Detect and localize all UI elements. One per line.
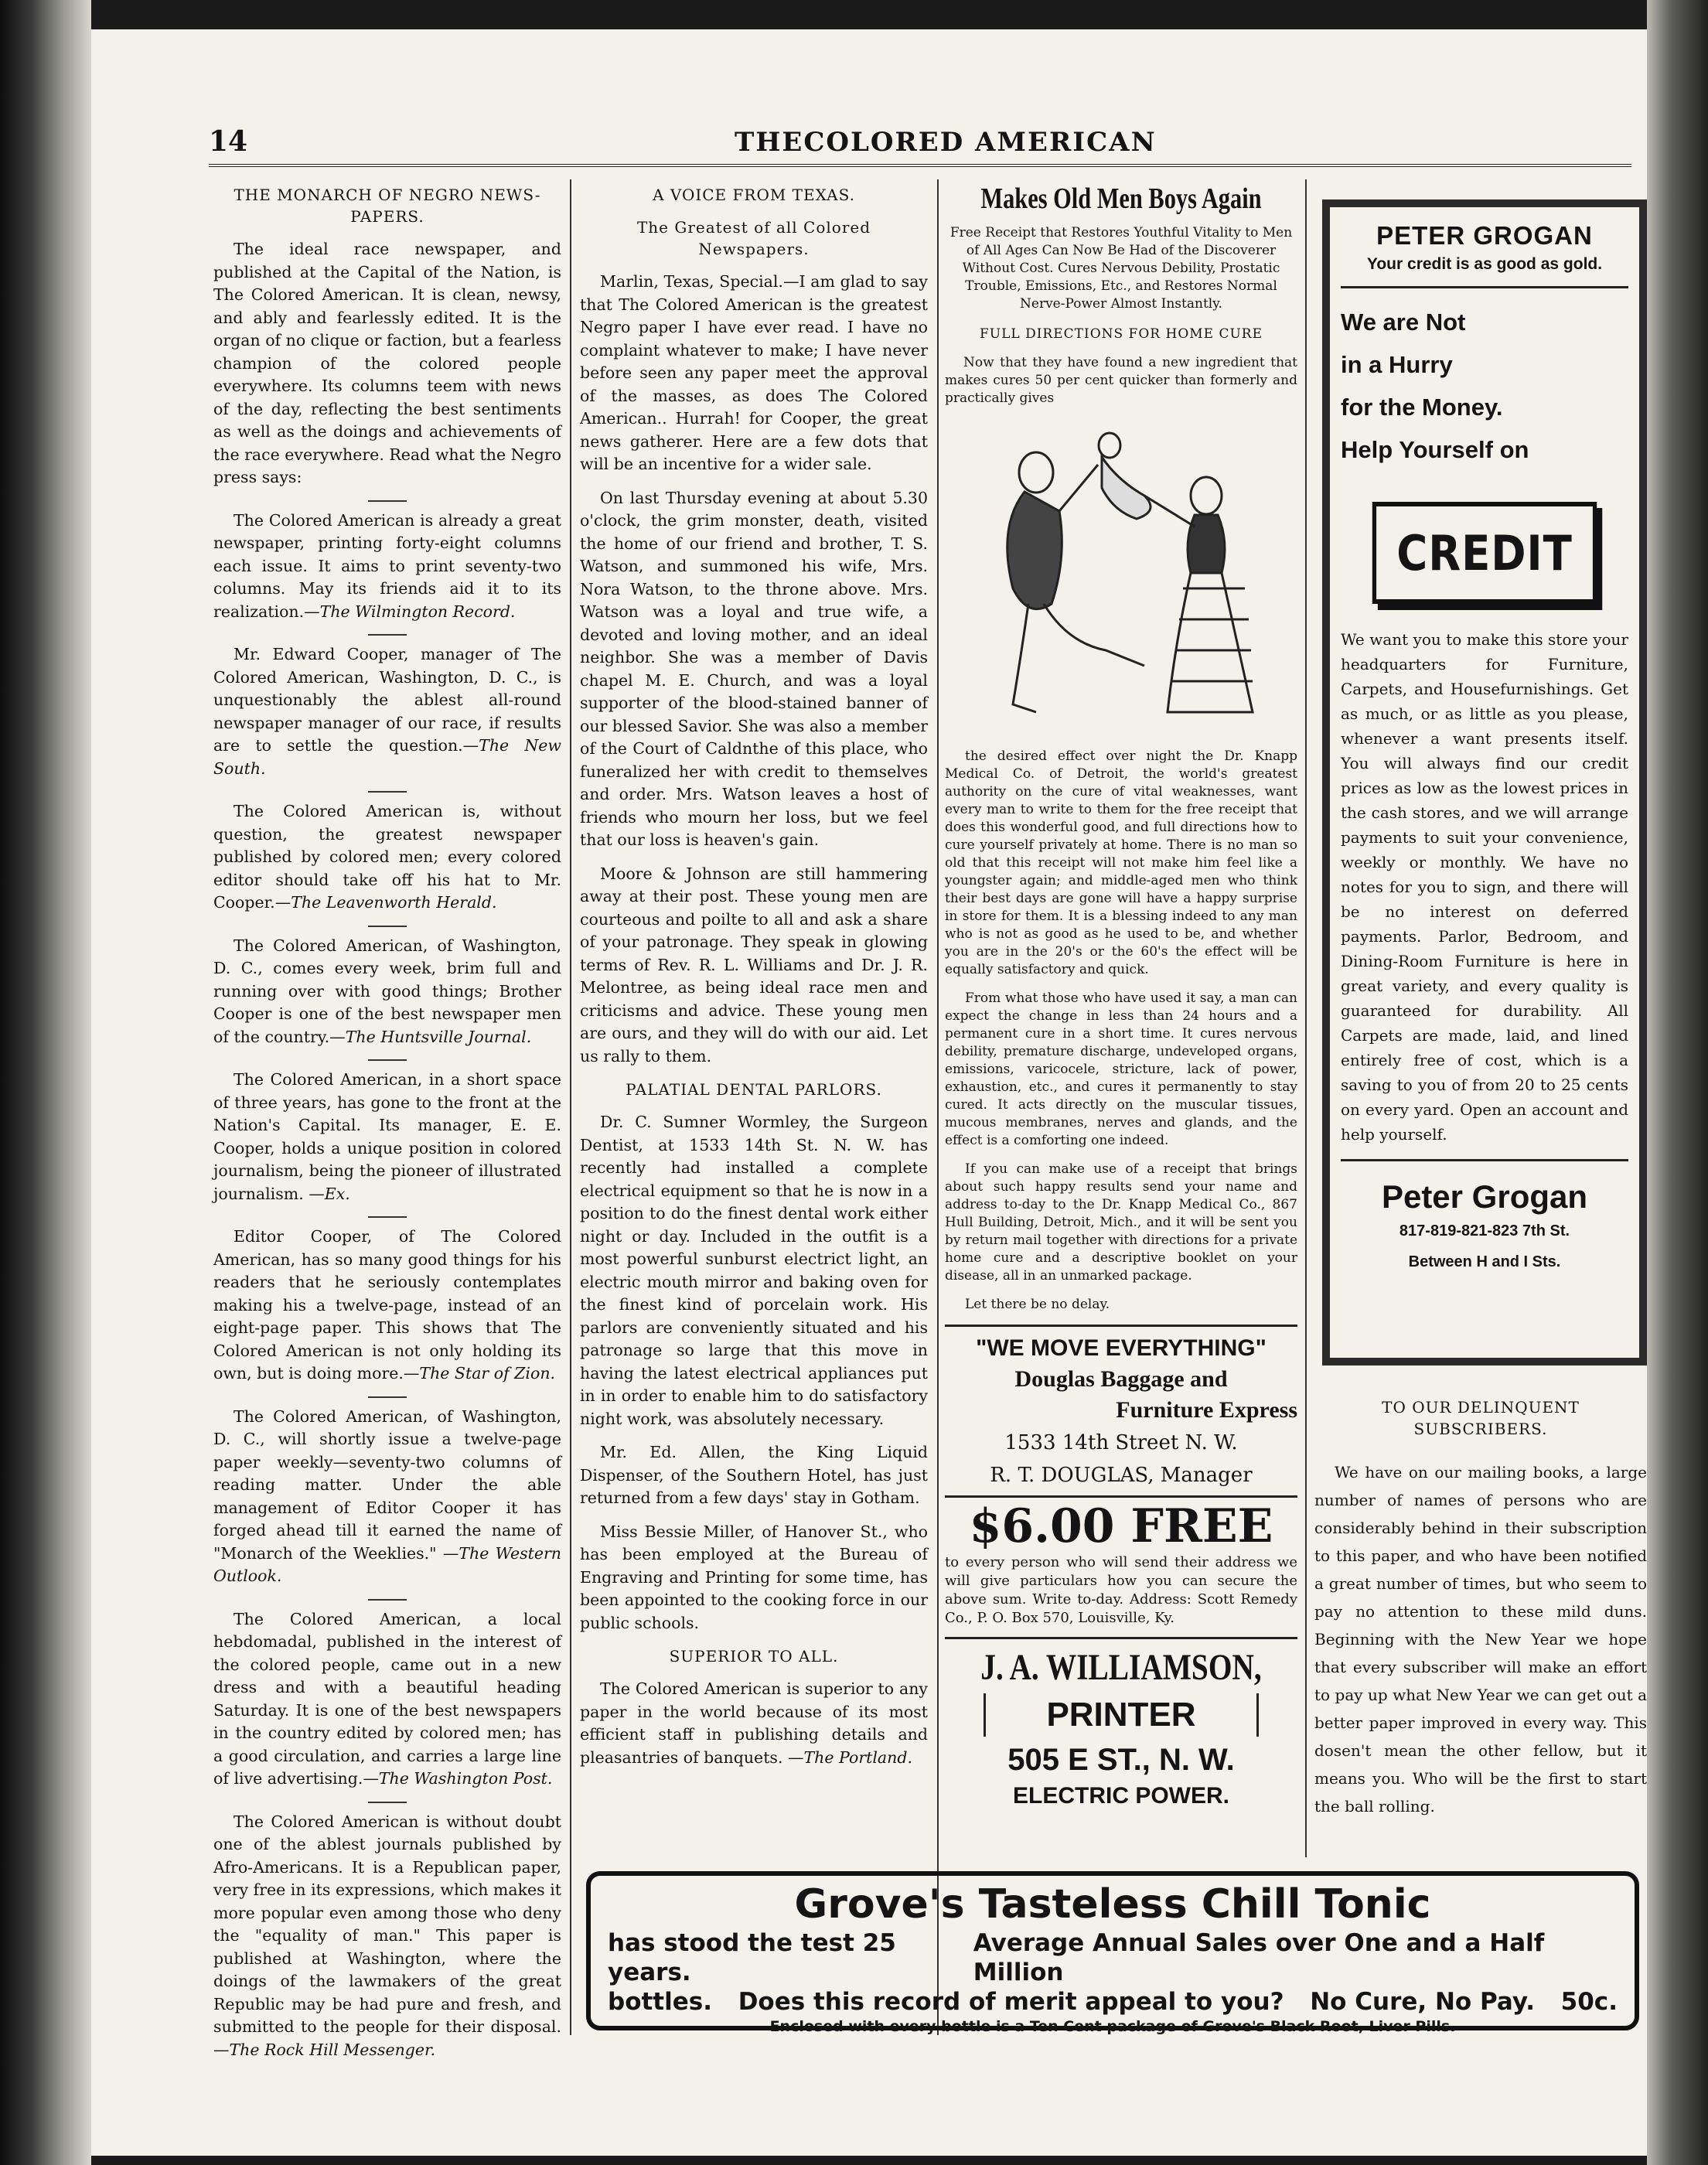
superior-text: The Colored American is superior to any paper in the world because of its most efficient staff in publishing details and pleasantries of banquets. —The Portland. xyxy=(580,1679,928,1767)
column-delinquent xyxy=(1314,1392,1647,1831)
grogan-rule xyxy=(1341,1159,1628,1161)
printer-address: 505 E ST., N. W. xyxy=(1007,1743,1235,1777)
paper-title: THECOLORED AMERICAN xyxy=(735,127,1157,158)
paragraph: If you can make use of a receipt that brings about such happy results send your name and address to-day to the Dr. Knapp Medical Co., 867 Hull Building, Detroit, Mich., and it will be sent you by return mail together with directions for a private home cure and a descriptive booklet on your disease, all in an unmarked package. xyxy=(945,1161,1297,1284)
douglas-manager: R. T. DOUGLAS, Manager xyxy=(990,1464,1253,1487)
grogan-between: Between H and I Sts. xyxy=(1408,1253,1561,1270)
douglas-address: 1533 14th Street N. W. xyxy=(1004,1431,1238,1454)
article-intro: The ideal race newspaper, and published at the Capital of the Nation, is The Colored American. It is clean, newsy, and ably and fearlessly edited. It is the organ of no clique or faction, but a fearless champion of the colored people everywhere. Its columns teem with news of the day, reflecting the best sentiments as well as the doings and achievements of the race everywhere. Read what the Negro press says: xyxy=(213,240,561,486)
article-subheading: The Greatest of all Colored Newspapers. xyxy=(636,218,871,258)
quote-separator xyxy=(368,634,407,636)
ad-directions-heading: FULL DIRECTIONS FOR HOME CURE xyxy=(979,326,1263,342)
press-quote: The Colored American is without doubt one of the ablest journals published by Afro-Americans. It is a Republican paper, very free in its expressions, which makes it more popular even among those who deny the "equality of man." This paper is published at Washington, where the doings of the lawmakers of the great Republic may be had pure and fresh, and submitted to the people for their disposal.—The Rock Hill Messenger. xyxy=(213,1812,561,2059)
ad-body xyxy=(945,748,1297,1314)
dental-heading: PALATIAL DENTAL PARLORS. xyxy=(626,1080,882,1099)
quote-separator xyxy=(368,1599,407,1601)
paragraph: Mr. Ed. Allen, the King Liquid Dispenser, of the Southern Hotel, has just returned from a few days' stay in Gotham. xyxy=(580,1443,928,1507)
grove-title: Grove's Tasteless Chill Tonic xyxy=(794,1881,1431,1928)
quote-separator xyxy=(368,1059,407,1061)
quote-separator xyxy=(368,1216,407,1218)
quote-separator xyxy=(368,500,407,502)
family-illustration-icon xyxy=(951,411,1291,743)
ad-divider xyxy=(945,1637,1297,1639)
column-ads xyxy=(945,179,1297,1812)
free-title: $6.00 FREE xyxy=(969,1499,1273,1553)
paragraph: From what those who have used it say, a man can expect the change in less than 24 hours and a permanent cure in a short time. It cures nervous debility, premature discharge, undeveloped organs, emissions, varicocele, stricture, lack of power, exhaustion, etc., and cures it permanently to stay cured. It acts directly on the muscular tissues, mucous membranes, nerves and glands, and the effect is a comforting one indeed. xyxy=(945,990,1297,1148)
douglas-name-2: Furniture Express xyxy=(1116,1397,1297,1423)
page-number: 14 xyxy=(209,125,248,158)
paragraph: Marlin, Texas, Special.—I am glad to say that The Colored American is the greatest Negro paper I have ever read. I have no complaint whatever to make; I have never before seen any paper meet the approval of the masses, as does The Colored American.. Hurrah! for Cooper, the great news gatherer. Here are a few dots that will be an incentive for a wider sale. xyxy=(580,272,928,473)
column-rule xyxy=(937,179,939,2035)
printer-name: J. A. WILLIAMSON, xyxy=(980,1647,1262,1688)
grove-line-2: has stood the test 25 years. Average Annual Sales over One and a Half Million xyxy=(608,1929,1545,1986)
douglas-slogan: "WE MOVE EVERYTHING" xyxy=(976,1335,1267,1361)
ad-illustration xyxy=(951,411,1291,743)
grogan-ad xyxy=(1322,199,1647,1365)
quote-separator xyxy=(368,1396,407,1398)
column-monarch xyxy=(213,179,561,2072)
page-edge xyxy=(1647,0,1708,2165)
column-rule xyxy=(570,179,571,2035)
column-rule xyxy=(1305,179,1307,1857)
press-quote: Editor Cooper, of The Colored American, has so many good things for his readers that he seriously contemplates making his a twelve-page, instead of an eight-page paper. This shows that The Colored American is not only holding its own, but is doing more.—The Star of Zion. xyxy=(213,1227,561,1383)
grogan-body: We want you to make this store your headquarters for Furniture, Carpets, and Housefurnishings. Get as much, or as little as you please, whenever a want presents itself. You will always find our credit prices as low as the lowest prices in the cash stores, and we will arrange payments to suit your convenience, weekly or monthly. We have no notes for you to sign, and there will be no interest on deferred payments. Parlor, Bedroom, and Dining-Room Furniture is here in great variety, and every quality is guaranteed for durability. All Carpets are made, laid, and lined entirely free of cost, which is a saving to you of from 20 to 25 cents on every yard. Open an account and help yourself. xyxy=(1341,630,1628,1144)
grogan-rule xyxy=(1341,286,1628,288)
delinquent-body: We have on our mailing books, a large number of names of persons who are considerably behind in their subscription to this paper, and who have been notified a great number of times, but who seem to pay no attention to these mild duns. Beginning with the New Year we hope that every subscriber will make an effort to pay up what New Year we can get out a better paper improved in every way. This dosen't mean the other fellow, but it means you. Who will be the first to start the ball rolling. xyxy=(1314,1463,1647,1816)
press-quote: The Colored American, a local hebdomadal, published in the interest of the colored people, came out in a new dress and with a beautiful heading Saturday. It is one of the best newspapers in the country edited by colored men; has a good circulation, and carries a large line of live advertising.—The Washington Post. xyxy=(213,1609,561,1788)
grove-line-3: bottles. Does this record of merit appeal to you? No Cure, No Pay. 50c. xyxy=(608,1988,1618,2016)
grogan-name: PETER GROGAN xyxy=(1376,221,1593,250)
quote-separator xyxy=(368,926,407,927)
grogan-signature: Peter Grogan xyxy=(1381,1178,1588,1215)
texas-paragraphs xyxy=(580,271,928,1068)
paragraph: Let there be no delay. xyxy=(965,1297,1110,1312)
article-heading: THE MONARCH OF NEGRO NEWS-PAPERS. xyxy=(234,186,541,226)
paragraph: Miss Bessie Miller, of Hanover St., who has been employed at the Bureau of Engraving and Printing for some time, has been appointed to the cooking force in our public schools. xyxy=(580,1522,928,1632)
paragraph: Moore & Johnson are still hammering away at their post. These young men are courteous and poilte to all and ask a share of your patronage. They speak in glowing terms of Rev. R. L. Williams and Dr. J. R. Melontree, as being ideal race men and criticisms and advice. These young men are ours, and they will do with our aid. Let us rally to them. xyxy=(580,864,928,1065)
grogan-tagline: Your credit is as good as gold. xyxy=(1366,255,1603,273)
dental-paragraphs xyxy=(580,1111,928,1635)
superior-heading: SUPERIOR TO ALL. xyxy=(669,1647,839,1666)
ad-headline: Makes Old Men Boys Again xyxy=(980,182,1262,215)
printer-title: PRINTER xyxy=(984,1693,1259,1737)
paragraph: the desired effect over night the Dr. Knapp Medical Co. of Detroit, the world's greatest authority on the cure of vital weaknesses, want every man to write to them for the free receipt that does this wonderful good, and full directions how to cure yourself privately at home. There is no man so old that this receipt will not make him feel like a youngster again; and middle-aged men who think their best days are gone will have a happy surprise in store for them. It is a blessing indeed to any man who is not as good as he used to be, and whether you are in the 20's or the 60's the effect will be equally satisfactory and quick. xyxy=(945,748,1297,977)
credit-box: CREDIT xyxy=(1372,502,1597,604)
quote-separator xyxy=(368,1802,407,1803)
grogan-address: 817-819-821-823 7th St. xyxy=(1399,1222,1570,1239)
grove-ad xyxy=(586,1871,1639,2035)
free-text: to every person who will send their address we will give particulars how you can secure the above sum. Write to-day. Address: Scott Remedy Co., P. O. Box 570, Louisville, Ky. xyxy=(945,1554,1297,1626)
grove-footer: Enclosed with every bottle is a Ten Cent package of Grove's Black Root, Liver Pills. xyxy=(769,2018,1456,2035)
delinquent-heading: TO OUR DELINQUENT SUBSCRIBERS. xyxy=(1382,1398,1580,1438)
printer-power: ELECTRIC POWER. xyxy=(1012,1783,1229,1809)
press-quote: The Colored American is, without question, the greatest newspaper published by colored men; every colored editor should take off his hat to Mr. Cooper.—The Leavenworth Herald. xyxy=(213,802,561,912)
paragraph: Dr. C. Sumner Wormley, the Surgeon Dentist, at 1533 14th St. N. W. has recently had installed a complete electrical equipment so that he is now in a position to do the finest dental work either night or day. Included in the outfit is a most powerful sunburst electrict light, an electric mouth mirror and baking oven for the finest kind of porcelain work. His parlors are conveniently situated and his patronage so large that this move in having the latest electrical appliances put in in order to enable him to do satisfactory night work, was absolutely necessary. xyxy=(580,1113,928,1428)
column-texas xyxy=(580,179,928,1780)
ad-divider xyxy=(945,1495,1297,1498)
masthead xyxy=(209,108,1639,158)
quote-separator xyxy=(368,791,407,793)
ad-subhead: Free Receipt that Restores Youthful Vitality to Men of All Ages Can Now Be Had of the Discoverer Without Cost. Cures Nervous Debility, Prostatic Trouble, Emissions, Etc., and Restores Normal Nerve-Power Almost Instantly. xyxy=(949,225,1293,312)
book-binding xyxy=(0,0,91,2165)
masthead-rule xyxy=(209,164,1631,167)
ad-intro: Now that they have found a new ingredient that makes cures 50 per cent quicker than formerly and practically gives xyxy=(945,355,1297,406)
press-quote: The Colored American, in a short space of three years, has gone to the front at the Nation's Capital. Its manager, E. E. Cooper, holds a unique position in colored journalism, being the pioneer of illustrated journalism. —Ex. xyxy=(213,1070,561,1203)
article-heading: A VOICE FROM TEXAS. xyxy=(653,186,855,204)
press-quote: Mr. Edward Cooper, manager of The Colored American, Washington, D. C., is unquestionably the ablest all-round newspaper manager of our race, if results are to settle the question.—The New South. xyxy=(213,645,561,778)
ad-divider xyxy=(945,1325,1297,1327)
paragraph: On last Thursday evening at about 5.30 o'clock, the grim monster, death, visited the home of our friend and brother, T. S. Watson, and summoned his wife, Mrs. Nora Watson, to the throne above. Mrs. Watson was a loyal and true wife, a devoted and loving mother, and an ideal neighbor. She was a member of Davis chapel M. E. Church, and was a loyal supporter of the blood-stained banner of our blessed Savior. She was also a member of the Court of Caldnthe of this place, who funeralized her with credit to themselves and order. Mrs. Watson leaves a host of friends who mourn her loss, but we feel that our loss is heaven's gain. xyxy=(580,488,928,849)
grogan-slogan: We are Not in a Hurry for the Money. Help Yourself on xyxy=(1341,309,1529,463)
press-quote: The Colored American is already a great newspaper, printing forty-eight columns each issue. It aims to print seventy-two columns. May its friends aid it to its realization.—The Wilmington Record. xyxy=(213,510,561,621)
press-quote: The Colored American, of Washington, D. C., comes every week, brim full and running over with good things; Brother Cooper is one of the best newspaper men of the country.—The Huntsville Journal. xyxy=(213,936,561,1046)
douglas-name: Douglas Baggage and xyxy=(1014,1366,1228,1392)
press-quote: The Colored American, of Washington, D. C., will shortly issue a twelve-page paper weekly—seventy-two columns of reading matter. Under the able management of Editor Cooper it has forged ahead till it earned the name of "Monarch of the Weeklies." —The Western Outlook. xyxy=(213,1406,561,1585)
press-quotes xyxy=(213,500,561,2062)
